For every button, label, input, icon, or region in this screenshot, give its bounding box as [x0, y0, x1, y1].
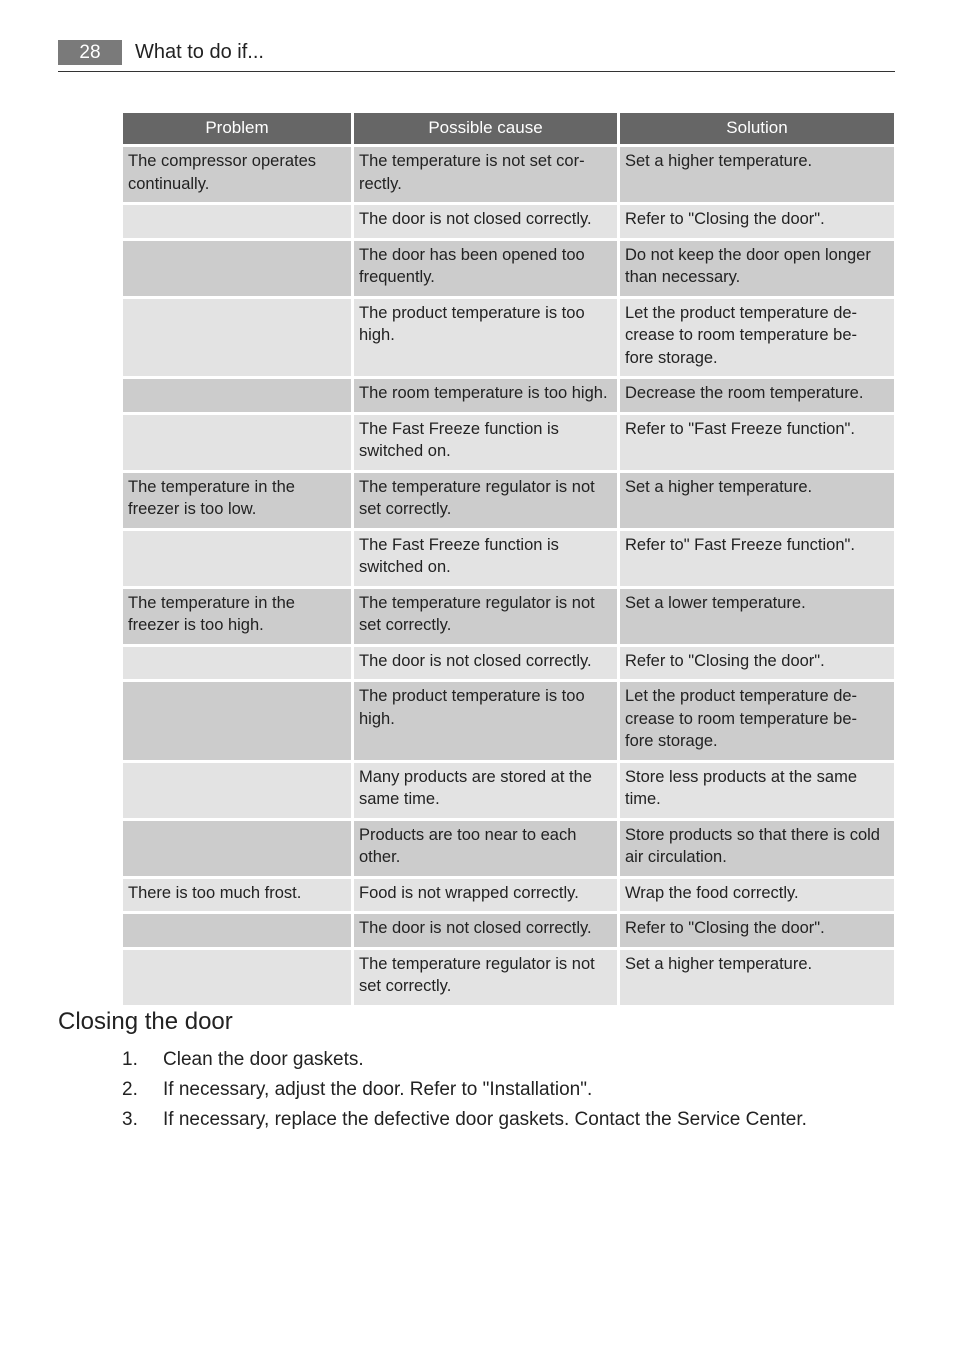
problem-cell [123, 299, 351, 377]
cause-cell: The temperature regulator is not set correctly. [354, 950, 617, 1005]
problem-cell [123, 914, 351, 947]
table-row [123, 914, 894, 947]
solution-cell: Set a higher temperature. [620, 147, 894, 202]
table-row [123, 763, 894, 818]
cause-cell: The room temperature is too high. [354, 379, 617, 412]
problem-cell: The compressor operates continually. [123, 147, 351, 202]
table-row [123, 473, 894, 528]
list-item [122, 1106, 807, 1136]
solution-cell: Refer to "Closing the door". [620, 205, 894, 238]
page-header [58, 40, 895, 72]
table-row [123, 415, 894, 470]
column-header-cause: Possible cause [354, 113, 617, 144]
problem-cell [123, 647, 351, 680]
solution-cell: Let the product temperature de- crease to room temperature be- fore storage. [620, 299, 894, 377]
cause-cell: Food is not wrapped correctly. [354, 879, 617, 912]
cause-cell: The temperature regulator is not set correctly. [354, 473, 617, 528]
table-row [123, 821, 894, 876]
solution-cell: Refer to "Closing the door". [620, 647, 894, 680]
table-row [123, 950, 894, 1005]
page-number: 28 [58, 40, 122, 65]
list-item [122, 1046, 807, 1076]
solution-cell: Set a lower temperature. [620, 589, 894, 644]
problem-cell [123, 821, 351, 876]
step-text: If necessary, replace the defective door gaskets. Contact the Service Center. [163, 1109, 807, 1130]
solution-cell: Store less products at the same time. [620, 763, 894, 818]
table-row [123, 682, 894, 760]
cause-cell: The product temperature is too high. [354, 682, 617, 760]
step-text: If necessary, adjust the door. Refer to "Installation". [163, 1079, 593, 1100]
cause-cell: The Fast Freeze function is switched on. [354, 531, 617, 586]
table-row [123, 647, 894, 680]
cause-cell: The product temperature is too high. [354, 299, 617, 377]
troubleshooting-table [120, 110, 897, 1008]
table-header-row [123, 113, 894, 144]
problem-cell [123, 531, 351, 586]
solution-cell: Refer to "Closing the door". [620, 914, 894, 947]
table-row [123, 589, 894, 644]
step-number: 3. [122, 1109, 138, 1130]
problem-cell [123, 950, 351, 1005]
solution-cell: Set a higher temperature. [620, 950, 894, 1005]
solution-cell: Refer to "Fast Freeze function". [620, 415, 894, 470]
step-text: Clean the door gaskets. [163, 1049, 364, 1070]
cause-cell: The temperature is not set cor- rectly. [354, 147, 617, 202]
problem-cell: The temperature in the freezer is too high. [123, 589, 351, 644]
solution-cell: Decrease the room temperature. [620, 379, 894, 412]
cause-cell: Many products are stored at the same time. [354, 763, 617, 818]
table-row [123, 531, 894, 586]
cause-cell: The door is not closed correctly. [354, 647, 617, 680]
cause-cell: The door is not closed correctly. [354, 914, 617, 947]
problem-cell [123, 241, 351, 296]
table-row [123, 205, 894, 238]
table-row [123, 379, 894, 412]
column-header-problem: Problem [123, 113, 351, 144]
solution-cell: Wrap the food correctly. [620, 879, 894, 912]
solution-cell: Let the product temperature de- crease to room temperature be- fore storage. [620, 682, 894, 760]
problem-cell [123, 682, 351, 760]
table-row [123, 299, 894, 377]
problem-cell [123, 763, 351, 818]
cause-cell: The door is not closed correctly. [354, 205, 617, 238]
problem-cell [123, 415, 351, 470]
section-title: What to do if... [135, 41, 264, 63]
table-row [123, 879, 894, 912]
problem-cell: The temperature in the freezer is too low. [123, 473, 351, 528]
cause-cell: Products are too near to each other. [354, 821, 617, 876]
solution-cell: Store products so that there is cold air circulation. [620, 821, 894, 876]
solution-cell: Refer to" Fast Freeze function". [620, 531, 894, 586]
table-row [123, 147, 894, 202]
column-header-solution: Solution [620, 113, 894, 144]
problem-cell: There is too much frost. [123, 879, 351, 912]
solution-cell: Set a higher temperature. [620, 473, 894, 528]
problem-cell [123, 205, 351, 238]
solution-cell: Do not keep the door open longer than necessary. [620, 241, 894, 296]
problem-cell [123, 379, 351, 412]
list-item [122, 1076, 807, 1106]
closing-door-heading: Closing the door [58, 1008, 233, 1035]
cause-cell: The Fast Freeze function is switched on. [354, 415, 617, 470]
cause-cell: The temperature regulator is not set correctly. [354, 589, 617, 644]
cause-cell: The door has been opened too frequently. [354, 241, 617, 296]
step-number: 1. [122, 1049, 138, 1070]
table-row [123, 241, 894, 296]
closing-door-steps [122, 1046, 807, 1136]
step-number: 2. [122, 1079, 138, 1100]
